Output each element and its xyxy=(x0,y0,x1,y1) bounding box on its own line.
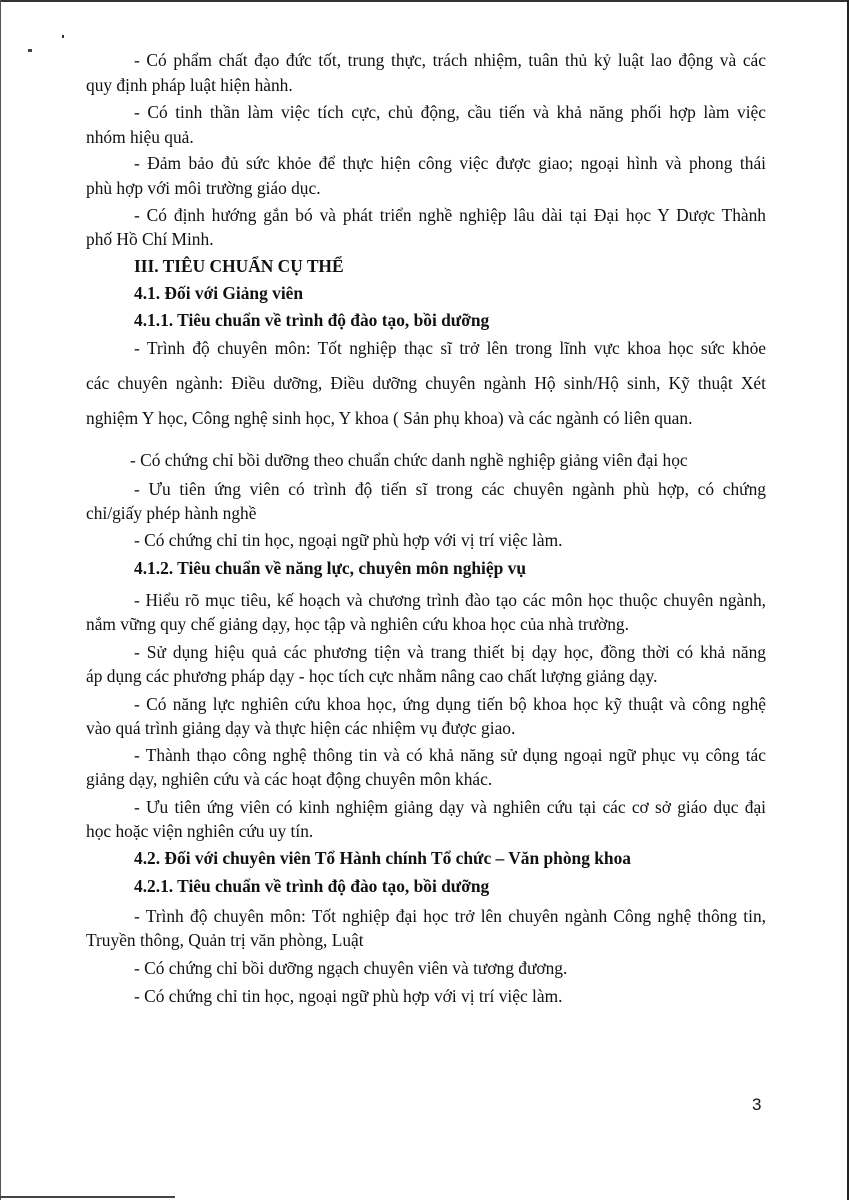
paragraph-line: - Đảm bảo đủ sức khỏe để thực hiện công việc được giao; ngoại hình và phong thái xyxy=(134,153,766,173)
paragraph-line: Truyền thông, Quản trị văn phòng, Luật xyxy=(86,930,364,950)
paragraph-line: - Có chứng chỉ bồi dưỡng theo chuẩn chức danh nghề nghiệp giảng viên đại học xyxy=(130,450,688,470)
subsection-heading: 4.1.2. Tiêu chuẩn về năng lực, chuyên môn nghiệp vụ xyxy=(134,558,526,578)
subsection-heading: 4.1. Đối với Giảng viên xyxy=(134,283,304,303)
paragraph-line: - Thành thạo công nghệ thông tin và có khả năng sử dụng ngoại ngữ phục vụ công tác xyxy=(134,745,766,765)
section-heading: III. TIÊU CHUẨN CỤ THỂ xyxy=(134,256,344,276)
paragraph-line: - Có năng lực nghiên cứu khoa học, ứng dụng tiến bộ khoa học kỹ thuật và công nghệ xyxy=(134,694,766,714)
paragraph-line: - Ưu tiên ứng viên có kinh nghiệm giảng dạy và nghiên cứu tại các cơ sở giáo dục đại xyxy=(134,797,766,817)
paragraph-line: - Trình độ chuyên môn: Tốt nghiệp thạc sĩ trở lên trong lĩnh vực khoa học sức khỏe xyxy=(134,338,766,358)
scan-speck xyxy=(62,35,64,38)
scan-speck xyxy=(28,49,32,52)
paragraph-line: vào quá trình giảng dạy và thực hiện các nhiệm vụ được giao. xyxy=(86,718,516,738)
paragraph-line: nhóm hiệu quả. xyxy=(86,127,194,147)
paragraph-line: các chuyên ngành: Điều dưỡng, Điều dưỡng chuyên ngành Hộ sinh/Hộ sinh, Kỹ thuật Xét xyxy=(86,373,766,393)
paragraph-line: - Có chứng chỉ tin học, ngoại ngữ phù hợp với vị trí việc làm. xyxy=(134,530,563,550)
paragraph-line: quy định pháp luật hiện hành. xyxy=(86,75,293,95)
paragraph-line: - Ưu tiên ứng viên có trình độ tiến sĩ trong các chuyên ngành phù hợp, có chứng xyxy=(134,479,766,499)
page-number: 3 xyxy=(752,1095,762,1114)
paragraph-line: áp dụng các phương pháp dạy - học tích cực nhằm nâng cao chất lượng giảng dạy. xyxy=(86,666,658,686)
paragraph-line: nắm vững quy chế giảng dạy, học tập và nghiên cứu khoa học của nhà trường. xyxy=(86,614,629,634)
paragraph-line: học hoặc viện nghiên cứu uy tín. xyxy=(86,821,314,841)
subsection-heading: 4.1.1. Tiêu chuẩn về trình độ đào tạo, bồi dưỡng xyxy=(134,310,490,330)
paragraph-line: - Có định hướng gắn bó và phát triển nghề nghiệp lâu dài tại Đại học Y Dược Thành xyxy=(134,205,766,225)
paragraph-line: - Có chứng chỉ tin học, ngoại ngữ phù hợp với vị trí việc làm. xyxy=(134,986,563,1006)
scan-border-left xyxy=(0,0,1,1200)
subsection-heading: 4.2. Đối với chuyên viên Tổ Hành chính Tổ chức – Văn phòng khoa xyxy=(134,848,631,868)
paragraph-line: - Có phẩm chất đạo đức tốt, trung thực, trách nhiệm, tuân thủ kỷ luật lao động và các xyxy=(134,50,766,70)
paragraph-line: phố Hồ Chí Minh. xyxy=(86,229,214,249)
paragraph-line: nghiệm Y học, Công nghệ sinh học, Y khoa ( Sản phụ khoa) và các ngành có liên quan. xyxy=(86,408,693,428)
paragraph-line: giảng dạy, nghiên cứu và các hoạt động chuyên môn khác. xyxy=(86,769,493,789)
paragraph-line: - Có tinh thần làm việc tích cực, chủ động, cầu tiến và khả năng phối hợp làm việc xyxy=(134,102,766,122)
paragraph-line: - Sử dụng hiệu quả các phương tiện và trang thiết bị dạy học, đồng thời có khả năng xyxy=(134,642,766,662)
subsection-heading: 4.2.1. Tiêu chuẩn về trình độ đào tạo, bồi dưỡng xyxy=(134,876,490,896)
paragraph-line: - Hiểu rõ mục tiêu, kế hoạch và chương trình đào tạo các môn học thuộc chuyên ngành, xyxy=(134,590,766,610)
paragraph-line: phù hợp với môi trường giáo dục. xyxy=(86,178,321,198)
paragraph-line: chỉ/giấy phép hành nghề xyxy=(86,503,257,523)
scan-border-bottom xyxy=(0,1196,175,1198)
scan-border-top xyxy=(0,0,849,2)
paragraph-line: - Trình độ chuyên môn: Tốt nghiệp đại học trở lên chuyên ngành Công nghệ thông tin, xyxy=(134,906,766,926)
paragraph-line: - Có chứng chỉ bồi dưỡng ngạch chuyên viên và tương đương. xyxy=(134,958,568,978)
